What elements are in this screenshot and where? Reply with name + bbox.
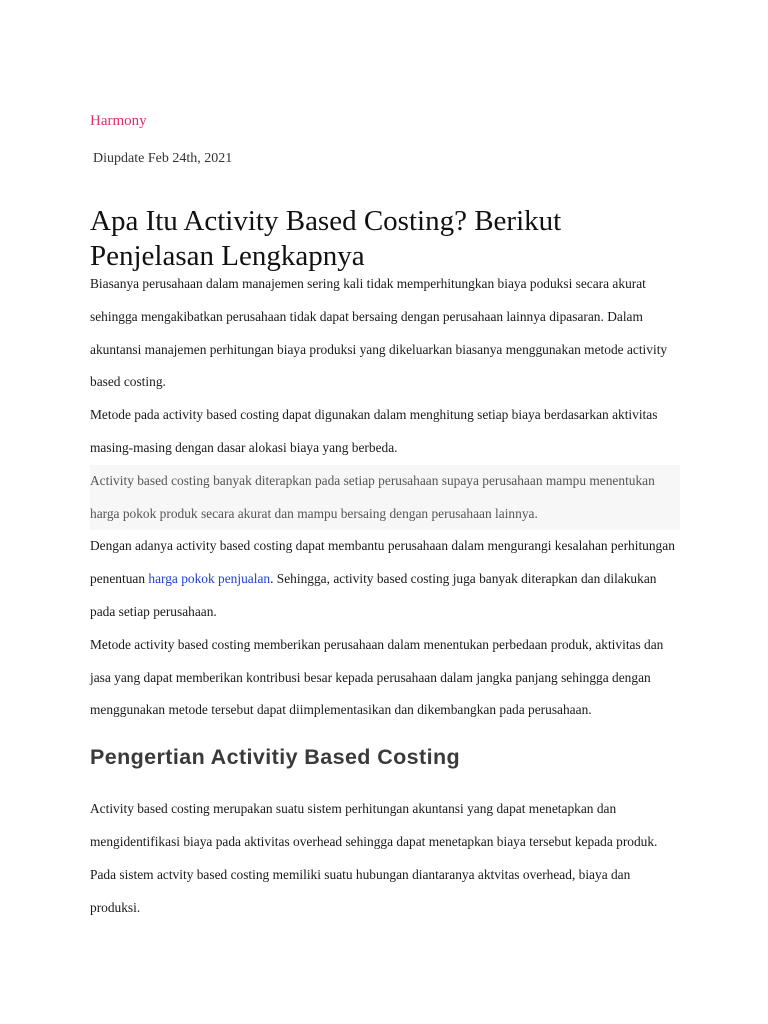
paragraph-difference: Metode activity based costing memberikan perusahaan dalam menentukan perbedaan produk, aktivitas dan jasa yang dapat memberikan kontribusi besar kepada perusahaan dalam jangka panjang sehingga dengan menggunakan metode tersebut dapat diimplementasikan dan dikembangkan pada perusahaan.: [90, 636, 664, 718]
paragraph-definition: Activity based costing merupakan suatu sistem perhitungan akuntansi yang dapat menetapkan dan mengidentifikasi biaya pada aktivitas overhead sehingga dapat menetapkan biaya tersebut kepada produk. Pada sistem actvity based costing memiliki suatu hubungan diantaranya aktvitas overhead, biaya dan produksi.: [90, 801, 658, 915]
paragraph-benefit-text-1: Dengan adanya activity based costing dapat membantu perusahaan dalam mengurangi kesalahan perhitungan penentuan: [90, 538, 675, 587]
updated-date: Diupdate Feb 24th, 2021: [93, 151, 233, 166]
paragraph-benefit-text-2: . Sehingga, activity based costing juga banyak diterapkan dan dilakukan pada setiap perusahaan.: [90, 571, 657, 619]
link-harga-pokok-penjualan[interactable]: harga pokok penjualan: [148, 571, 271, 587]
article-title: Apa Itu Activity Based Costing? Berikut Penjelasan Lengkapnya: [90, 205, 562, 272]
paragraph-intro: Biasanya perusahaan dalam manajemen sering kali tidak memperhitungkan biaya poduksi secara akurat sehingga mengakibatkan perusahaan tidak dapat bersaing dengan perusahaan lainnya dipasaran. Dalam akuntansi manajemen perhitungan biaya produksi yang dikeluarkan biasanya menggunakan metode activity based costing.: [90, 276, 668, 390]
article-body: [90, 268, 680, 924]
author-link[interactable]: Harmony: [90, 113, 147, 129]
paragraph-benefit: [90, 530, 680, 628]
paragraph-method: Metode pada activity based costing dapat digunakan dalam menghitung setiap biaya berdasarkan aktivitas masing-masing dengan dasar alokasi biaya yang berbeda.: [90, 407, 658, 455]
section-heading: Pengertian Activitiy Based Costing: [90, 745, 461, 770]
blockquote: Activity based costing banyak diterapkan pada setiap perusahaan supaya perusahaan mampu menentukan harga pokok produk secara akurat dan mampu bersaing dengan perusahaan lainnya.: [90, 465, 680, 531]
